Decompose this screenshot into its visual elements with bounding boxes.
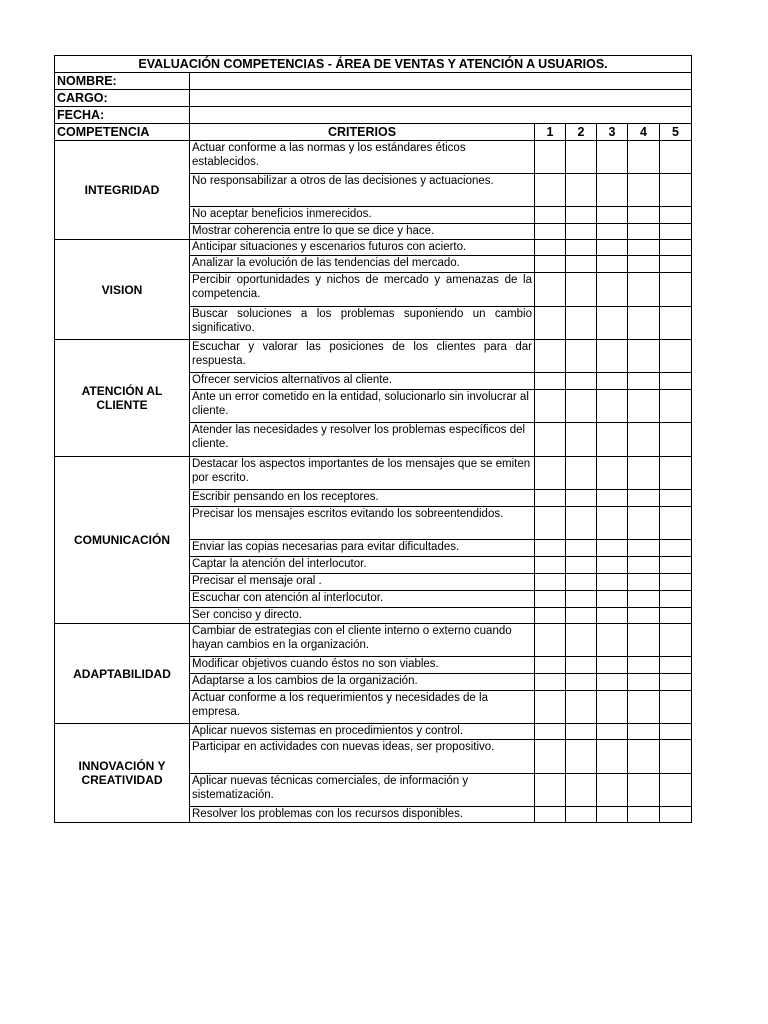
score-cell-4[interactable] xyxy=(628,457,660,490)
score-cell-5[interactable] xyxy=(660,174,692,207)
score-cell-4[interactable] xyxy=(628,674,660,691)
criterion-text: Ante un error cometido en la entidad, solucionarlo sin involucrar al cliente. xyxy=(190,390,535,423)
criterion-text: Cambiar de estrategias con el cliente interno o externo cuando hayan cambios en la organización. xyxy=(190,624,535,657)
score-cell-5[interactable] xyxy=(660,240,692,256)
criterion-text: Adaptarse a los cambios de la organización. xyxy=(190,674,535,691)
score-cell-1[interactable] xyxy=(535,423,566,457)
criterion-text: Modificar objetivos cuando éstos no son viables. xyxy=(190,657,535,674)
criterion-text: Actuar conforme a las normas y los estándares éticos establecidos. xyxy=(190,141,535,174)
score-cell-2[interactable] xyxy=(566,691,597,724)
score-cell-4[interactable] xyxy=(628,141,660,174)
score-cell-4[interactable] xyxy=(628,256,660,273)
score-cell-5[interactable] xyxy=(660,507,692,540)
score-cell-2[interactable] xyxy=(566,507,597,540)
score-cell-2[interactable] xyxy=(566,574,597,591)
score-cell-4[interactable] xyxy=(628,540,660,557)
criterion-text: Precisar el mensaje oral . xyxy=(190,574,535,591)
competencia-header: COMPETENCIA xyxy=(55,124,190,141)
score-cell-5[interactable] xyxy=(660,373,692,390)
score-cell-1[interactable] xyxy=(535,457,566,490)
score-cell-4[interactable] xyxy=(628,340,660,373)
criterion-text: Destacar los aspectos importantes de los mensajes que se emiten por escrito. xyxy=(190,457,535,490)
score-cell-5[interactable] xyxy=(660,224,692,240)
criterion-row xyxy=(55,141,692,174)
score-cell-1[interactable] xyxy=(535,724,566,740)
score-cell-2[interactable] xyxy=(566,540,597,557)
score-cell-1[interactable] xyxy=(535,174,566,207)
score-cell-1[interactable] xyxy=(535,657,566,674)
score-cell-2[interactable] xyxy=(566,807,597,823)
score-cell-4[interactable] xyxy=(628,691,660,724)
score-cell-1[interactable] xyxy=(535,674,566,691)
score-cell-1[interactable] xyxy=(535,540,566,557)
score-cell-3[interactable] xyxy=(597,608,628,624)
criterion-row xyxy=(55,457,692,490)
score-cell-3[interactable] xyxy=(597,557,628,574)
criterion-text: Ser conciso y directo. xyxy=(190,608,535,624)
score-cell-1[interactable] xyxy=(535,307,566,340)
score-cell-5[interactable] xyxy=(660,540,692,557)
score-cell-3[interactable] xyxy=(597,423,628,457)
score-cell-4[interactable] xyxy=(628,657,660,674)
score-cell-4[interactable] xyxy=(628,373,660,390)
criterion-text: Ofrecer servicios alternativos al cliente. xyxy=(190,373,535,390)
score-cell-4[interactable] xyxy=(628,423,660,457)
score-cell-2[interactable] xyxy=(566,273,597,307)
score-cell-4[interactable] xyxy=(628,774,660,807)
score-cell-3[interactable] xyxy=(597,256,628,273)
score-cell-5[interactable] xyxy=(660,807,692,823)
score-cell-3[interactable] xyxy=(597,624,628,657)
criterion-text: Analizar la evolución de las tendencias del mercado. xyxy=(190,256,535,273)
form-title: EVALUACIÓN COMPETENCIAS - ÁREA DE VENTAS Y ATENCIÓN A USUARIOS. xyxy=(55,56,692,73)
score-cell-3[interactable] xyxy=(597,490,628,507)
score-cell-5[interactable] xyxy=(660,423,692,457)
score-cell-1[interactable] xyxy=(535,207,566,224)
fecha-field[interactable] xyxy=(190,107,692,124)
score-cell-3[interactable] xyxy=(597,340,628,373)
criterion-text: Escuchar con atención al interlocutor. xyxy=(190,591,535,608)
score-cell-2[interactable] xyxy=(566,256,597,273)
score-cell-5[interactable] xyxy=(660,256,692,273)
score-cell-5[interactable] xyxy=(660,608,692,624)
score-cell-3[interactable] xyxy=(597,674,628,691)
score-cell-1[interactable] xyxy=(535,224,566,240)
score-cell-3[interactable] xyxy=(597,390,628,423)
competency-name: INNOVACIÓN Y CREATIVIDAD xyxy=(55,724,190,823)
score-cell-3[interactable] xyxy=(597,740,628,774)
score-cell-4[interactable] xyxy=(628,724,660,740)
score-cell-1[interactable] xyxy=(535,557,566,574)
score-cell-1[interactable] xyxy=(535,740,566,774)
score-cell-5[interactable] xyxy=(660,674,692,691)
score-cell-2[interactable] xyxy=(566,557,597,574)
score-cell-5[interactable] xyxy=(660,457,692,490)
score-cell-5[interactable] xyxy=(660,141,692,174)
criterion-text: Aplicar nuevas técnicas comerciales, de información y sistematización. xyxy=(190,774,535,807)
criterion-text: Aplicar nuevos sistemas en procedimientos y control. xyxy=(190,724,535,740)
score-cell-3[interactable] xyxy=(597,273,628,307)
criterion-text: Atender las necesidades y resolver los problemas específicos del cliente. xyxy=(190,423,535,457)
criterion-text: Escuchar y valorar las posiciones de los clientes para dar respuesta. xyxy=(190,340,535,373)
criterion-text: Buscar soluciones a los problemas suponiendo un cambio significativo. xyxy=(190,307,535,340)
score-cell-4[interactable] xyxy=(628,507,660,540)
score-cell-3[interactable] xyxy=(597,141,628,174)
score-cell-2[interactable] xyxy=(566,608,597,624)
score-cell-5[interactable] xyxy=(660,740,692,774)
score-cell-4[interactable] xyxy=(628,490,660,507)
criterion-text: Enviar las copias necesarias para evitar dificultades. xyxy=(190,540,535,557)
score-cell-3[interactable] xyxy=(597,691,628,724)
score-header-3: 3 xyxy=(597,124,628,141)
score-cell-2[interactable] xyxy=(566,591,597,608)
score-cell-1[interactable] xyxy=(535,624,566,657)
score-cell-1[interactable] xyxy=(535,490,566,507)
score-cell-3[interactable] xyxy=(597,207,628,224)
score-cell-2[interactable] xyxy=(566,457,597,490)
score-cell-2[interactable] xyxy=(566,174,597,207)
criterion-row xyxy=(55,240,692,256)
score-cell-2[interactable] xyxy=(566,657,597,674)
score-cell-4[interactable] xyxy=(628,390,660,423)
score-cell-5[interactable] xyxy=(660,273,692,307)
score-cell-5[interactable] xyxy=(660,724,692,740)
score-cell-1[interactable] xyxy=(535,608,566,624)
criterion-text: Captar la atención del interlocutor. xyxy=(190,557,535,574)
score-cell-5[interactable] xyxy=(660,691,692,724)
score-cell-5[interactable] xyxy=(660,574,692,591)
score-cell-2[interactable] xyxy=(566,674,597,691)
score-cell-2[interactable] xyxy=(566,207,597,224)
score-cell-1[interactable] xyxy=(535,807,566,823)
score-cell-2[interactable] xyxy=(566,224,597,240)
competency-name: ATENCIÓN AL CLIENTE xyxy=(55,340,190,457)
score-cell-1[interactable] xyxy=(535,256,566,273)
score-cell-3[interactable] xyxy=(597,724,628,740)
score-cell-3[interactable] xyxy=(597,657,628,674)
score-cell-4[interactable] xyxy=(628,207,660,224)
score-cell-2[interactable] xyxy=(566,423,597,457)
score-cell-5[interactable] xyxy=(660,307,692,340)
competency-name: ADAPTABILIDAD xyxy=(55,624,190,724)
score-cell-1[interactable] xyxy=(535,340,566,373)
fecha-label: FECHA: xyxy=(55,107,190,124)
criterion-text: Precisar los mensajes escritos evitando los sobreentendidos. xyxy=(190,507,535,540)
score-cell-3[interactable] xyxy=(597,240,628,256)
score-cell-2[interactable] xyxy=(566,240,597,256)
score-cell-2[interactable] xyxy=(566,740,597,774)
score-cell-1[interactable] xyxy=(535,141,566,174)
score-cell-2[interactable] xyxy=(566,373,597,390)
score-cell-5[interactable] xyxy=(660,591,692,608)
score-cell-4[interactable] xyxy=(628,608,660,624)
score-cell-3[interactable] xyxy=(597,540,628,557)
score-cell-2[interactable] xyxy=(566,141,597,174)
score-cell-5[interactable] xyxy=(660,774,692,807)
criterion-text: Percibir oportunidades y nichos de mercado y amenazas de la competencia. xyxy=(190,273,535,307)
competency-name: VISION xyxy=(55,240,190,340)
score-cell-1[interactable] xyxy=(535,574,566,591)
score-cell-5[interactable] xyxy=(660,557,692,574)
score-cell-1[interactable] xyxy=(535,240,566,256)
score-cell-4[interactable] xyxy=(628,273,660,307)
score-cell-4[interactable] xyxy=(628,224,660,240)
score-cell-2[interactable] xyxy=(566,340,597,373)
cargo-field[interactable] xyxy=(190,90,692,107)
score-cell-4[interactable] xyxy=(628,740,660,774)
score-cell-3[interactable] xyxy=(597,373,628,390)
score-cell-2[interactable] xyxy=(566,307,597,340)
score-cell-3[interactable] xyxy=(597,774,628,807)
score-cell-5[interactable] xyxy=(660,390,692,423)
criterion-text: Escribir pensando en los receptores. xyxy=(190,490,535,507)
score-header-5: 5 xyxy=(660,124,692,141)
score-cell-1[interactable] xyxy=(535,507,566,540)
score-cell-3[interactable] xyxy=(597,224,628,240)
score-cell-2[interactable] xyxy=(566,490,597,507)
criterion-text: No responsabilizar a otros de las decisiones y actuaciones. xyxy=(190,174,535,207)
score-cell-2[interactable] xyxy=(566,390,597,423)
criterion-row xyxy=(55,340,692,373)
score-cell-4[interactable] xyxy=(628,574,660,591)
criterion-text: Participar en actividades con nuevas ideas, ser propositivo. xyxy=(190,740,535,774)
cargo-label: CARGO: xyxy=(55,90,190,107)
score-cell-4[interactable] xyxy=(628,807,660,823)
nombre-label: NOMBRE: xyxy=(55,73,190,90)
score-cell-5[interactable] xyxy=(660,340,692,373)
score-cell-3[interactable] xyxy=(597,574,628,591)
score-cell-1[interactable] xyxy=(535,373,566,390)
score-cell-1[interactable] xyxy=(535,691,566,724)
score-header-4: 4 xyxy=(628,124,660,141)
criterion-text: No aceptar beneficios inmerecidos. xyxy=(190,207,535,224)
score-cell-3[interactable] xyxy=(597,457,628,490)
score-cell-4[interactable] xyxy=(628,624,660,657)
criterion-text: Anticipar situaciones y escenarios futuros con acierto. xyxy=(190,240,535,256)
score-cell-4[interactable] xyxy=(628,557,660,574)
score-cell-3[interactable] xyxy=(597,807,628,823)
criterion-text: Actuar conforme a los requerimientos y necesidades de la empresa. xyxy=(190,691,535,724)
score-header-1: 1 xyxy=(535,124,566,141)
criterion-row xyxy=(55,624,692,657)
score-cell-1[interactable] xyxy=(535,390,566,423)
score-cell-3[interactable] xyxy=(597,307,628,340)
score-cell-4[interactable] xyxy=(628,240,660,256)
competency-name: INTEGRIDAD xyxy=(55,141,190,240)
competency-name: COMUNICACIÓN xyxy=(55,457,190,624)
score-cell-2[interactable] xyxy=(566,774,597,807)
score-cell-1[interactable] xyxy=(535,591,566,608)
criterion-text: Mostrar coherencia entre lo que se dice y hace. xyxy=(190,224,535,240)
score-header-2: 2 xyxy=(566,124,597,141)
criterios-header: CRITERIOS xyxy=(190,124,535,141)
score-cell-5[interactable] xyxy=(660,657,692,674)
score-cell-4[interactable] xyxy=(628,591,660,608)
evaluation-form-table xyxy=(54,55,692,823)
score-cell-3[interactable] xyxy=(597,507,628,540)
score-cell-5[interactable] xyxy=(660,490,692,507)
score-cell-1[interactable] xyxy=(535,273,566,307)
score-cell-5[interactable] xyxy=(660,207,692,224)
score-cell-2[interactable] xyxy=(566,724,597,740)
criterion-row xyxy=(55,724,692,740)
score-cell-1[interactable] xyxy=(535,774,566,807)
criterion-text: Resolver los problemas con los recursos disponibles. xyxy=(190,807,535,823)
score-cell-5[interactable] xyxy=(660,624,692,657)
score-cell-3[interactable] xyxy=(597,174,628,207)
nombre-field[interactable] xyxy=(190,73,692,90)
score-cell-4[interactable] xyxy=(628,174,660,207)
score-cell-3[interactable] xyxy=(597,591,628,608)
score-cell-4[interactable] xyxy=(628,307,660,340)
score-cell-2[interactable] xyxy=(566,624,597,657)
